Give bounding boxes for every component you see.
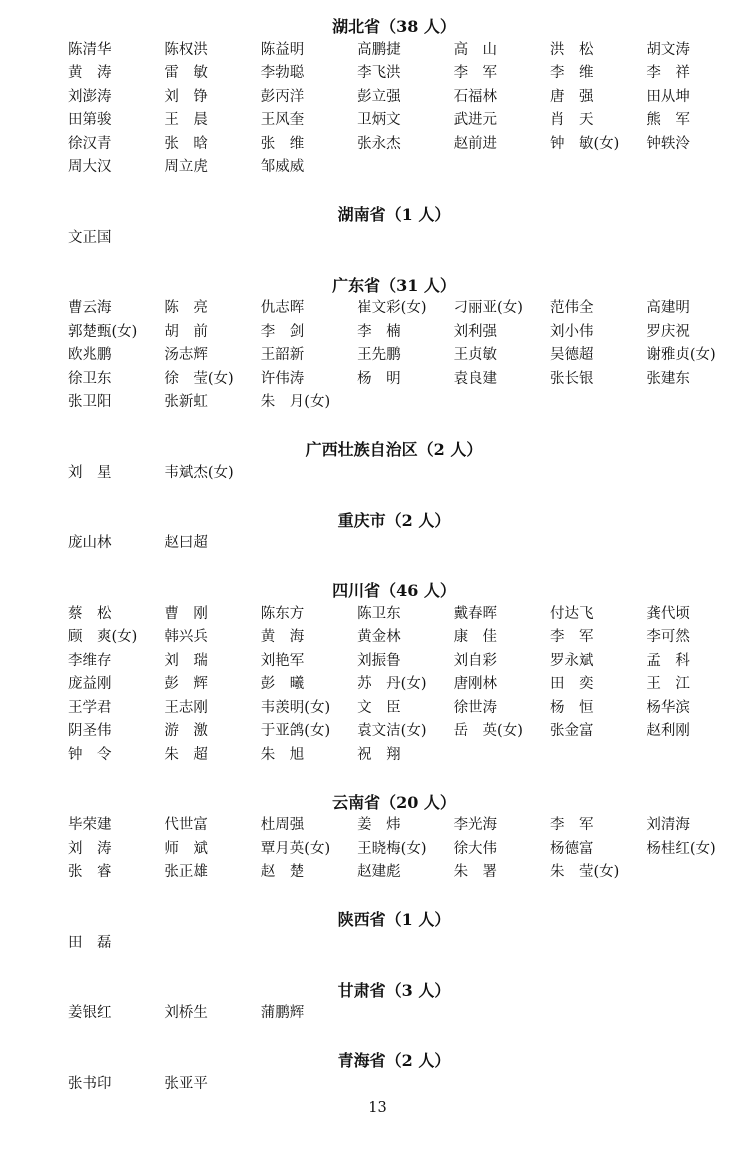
province-section bbox=[68, 791, 720, 909]
member-name: 张长银 bbox=[549, 370, 594, 387]
member-name: 王贞敏 bbox=[453, 347, 498, 363]
member-name: 李维存 bbox=[68, 652, 112, 669]
member-name: 李 楠 bbox=[357, 323, 401, 340]
member-name: 杜周强 bbox=[260, 817, 305, 833]
name-row bbox=[68, 39, 720, 63]
member-name: 田从坤 bbox=[646, 88, 690, 105]
member-name: 付达飞 bbox=[549, 605, 594, 622]
member-name: 王先鹏 bbox=[357, 347, 401, 363]
member-name: 罗永斌 bbox=[549, 652, 594, 669]
member-name: 彭立强 bbox=[357, 88, 401, 105]
member-name: 刘 铮 bbox=[164, 88, 208, 105]
member-name: 石福林 bbox=[453, 88, 498, 105]
member-name: 李 军 bbox=[549, 629, 594, 645]
member-name: 武进元 bbox=[453, 112, 498, 128]
member-name: 田第骏 bbox=[68, 112, 112, 128]
member-name: 张金富 bbox=[549, 723, 594, 739]
member-name: 李可然 bbox=[646, 629, 690, 645]
member-name: 顾 爽(女) bbox=[68, 629, 138, 645]
name-row bbox=[68, 109, 720, 133]
member-name: 韦斌杰(女) bbox=[164, 464, 234, 481]
section-spacer bbox=[68, 556, 720, 580]
member-name: 游 激 bbox=[164, 723, 208, 739]
member-name: 钟轶泠 bbox=[646, 135, 690, 152]
name-row bbox=[68, 532, 720, 556]
name-row bbox=[68, 1002, 720, 1026]
member-name: 胡文涛 bbox=[646, 41, 690, 58]
name-row bbox=[68, 462, 720, 486]
name-row bbox=[68, 321, 720, 345]
section-title: 四川省（46 人） bbox=[332, 581, 456, 600]
section-spacer bbox=[68, 485, 720, 509]
member-name: 袁文洁(女) bbox=[357, 723, 427, 739]
member-name: 康 佳 bbox=[453, 629, 498, 645]
member-name: 周大汉 bbox=[68, 159, 112, 175]
member-name: 彭 曦 bbox=[260, 676, 305, 692]
name-row bbox=[68, 838, 720, 862]
member-name: 刘清海 bbox=[646, 817, 690, 833]
section-title: 云南省（20 人） bbox=[332, 792, 456, 812]
section-title: 广西壮族自治区（2 人） bbox=[305, 440, 483, 459]
member-name: 王晓梅(女) bbox=[357, 840, 427, 857]
section-title: 湖南省（1 人） bbox=[337, 205, 451, 224]
province-section bbox=[68, 438, 720, 509]
member-name: 朱 旭 bbox=[260, 746, 305, 763]
member-name: 仇志晖 bbox=[260, 300, 305, 316]
name-row bbox=[68, 861, 720, 885]
province-section bbox=[68, 15, 720, 203]
name-row bbox=[68, 133, 720, 157]
member-name: 钟 令 bbox=[68, 746, 112, 763]
name-row bbox=[68, 673, 720, 697]
member-name: 陈益明 bbox=[260, 41, 305, 58]
member-name: 刘 涛 bbox=[68, 840, 112, 857]
member-name: 黄 涛 bbox=[68, 65, 112, 81]
member-name: 田 磊 bbox=[68, 934, 112, 951]
member-name: 张亚平 bbox=[164, 1075, 208, 1092]
member-name: 陈卫东 bbox=[357, 605, 401, 622]
member-name: 崔文彩(女) bbox=[357, 300, 427, 316]
member-name: 王 江 bbox=[646, 676, 690, 692]
province-section bbox=[68, 274, 720, 439]
member-name: 代世富 bbox=[164, 817, 208, 833]
section-spacer bbox=[68, 955, 720, 979]
member-name: 赵曰超 bbox=[164, 535, 208, 551]
member-name: 徐汉青 bbox=[68, 135, 112, 152]
member-name: 陈东方 bbox=[260, 605, 305, 622]
member-name: 唐 强 bbox=[549, 88, 594, 105]
member-name: 周立虎 bbox=[164, 159, 208, 175]
member-name: 李 祥 bbox=[646, 65, 690, 81]
member-name: 张卫阳 bbox=[68, 394, 112, 410]
name-row bbox=[68, 344, 720, 368]
member-name: 王志刚 bbox=[164, 699, 208, 716]
name-row bbox=[68, 603, 720, 627]
member-name: 胡 前 bbox=[164, 323, 208, 340]
member-name: 陈权洪 bbox=[164, 41, 208, 58]
name-row bbox=[68, 650, 720, 674]
province-section bbox=[68, 579, 720, 791]
member-name: 吴德超 bbox=[549, 347, 594, 363]
member-name: 庞山林 bbox=[68, 535, 112, 551]
section-title: 湖北省（38 人） bbox=[332, 17, 456, 36]
member-name: 韦羡明(女) bbox=[260, 699, 331, 716]
section-spacer bbox=[68, 1026, 720, 1050]
member-name: 毕荣建 bbox=[68, 817, 112, 833]
member-name: 张永杰 bbox=[357, 135, 401, 152]
member-name: 杨桂红(女) bbox=[646, 840, 716, 857]
member-name: 熊 军 bbox=[646, 112, 690, 128]
member-name: 洪 松 bbox=[549, 41, 594, 58]
member-name: 徐卫东 bbox=[68, 370, 112, 387]
member-name: 李 剑 bbox=[260, 323, 305, 340]
member-name: 王 晨 bbox=[164, 112, 208, 128]
member-name: 祝 翔 bbox=[357, 746, 401, 763]
province-section bbox=[68, 979, 720, 1050]
member-name: 李勃聪 bbox=[260, 65, 305, 81]
name-row bbox=[68, 156, 720, 180]
member-name: 孟 科 bbox=[646, 652, 690, 669]
name-row bbox=[68, 391, 720, 415]
section-title: 青海省（2 人） bbox=[337, 1051, 451, 1070]
member-name: 张书印 bbox=[68, 1075, 112, 1092]
section-spacer bbox=[68, 415, 720, 439]
page-number: 13 bbox=[368, 1100, 387, 1116]
province-section bbox=[68, 203, 720, 274]
member-name: 徐世涛 bbox=[453, 699, 498, 716]
member-name: 刁丽亚(女) bbox=[453, 300, 523, 316]
member-name: 杨 恒 bbox=[549, 699, 594, 716]
member-name: 肖 天 bbox=[549, 112, 594, 128]
name-row bbox=[68, 720, 720, 744]
member-name: 黄 海 bbox=[260, 629, 305, 645]
member-name: 邹威威 bbox=[260, 159, 305, 175]
member-name: 张建东 bbox=[646, 370, 690, 387]
member-name: 王风奎 bbox=[260, 112, 305, 128]
member-name: 刘自彩 bbox=[453, 652, 498, 669]
member-name: 文 臣 bbox=[357, 699, 401, 716]
member-name: 师 斌 bbox=[164, 840, 208, 857]
member-name: 蔡 松 bbox=[68, 605, 112, 622]
member-name: 唐刚林 bbox=[453, 676, 498, 692]
member-name: 李 维 bbox=[549, 65, 594, 81]
member-name: 李 军 bbox=[453, 65, 498, 81]
member-name: 陈清华 bbox=[68, 41, 112, 58]
section-title: 重庆市（2 人） bbox=[337, 510, 451, 530]
member-name: 李飞洪 bbox=[357, 65, 401, 81]
member-name: 高 山 bbox=[453, 41, 498, 58]
member-name: 李光海 bbox=[453, 817, 498, 833]
member-name: 赵利刚 bbox=[646, 723, 690, 739]
name-row bbox=[68, 62, 720, 86]
member-name: 刘利强 bbox=[453, 323, 498, 340]
name-row bbox=[68, 814, 720, 838]
member-name: 姜 炜 bbox=[357, 817, 401, 833]
member-name: 姜银红 bbox=[68, 1005, 112, 1021]
member-name: 于亚鸽(女) bbox=[260, 723, 331, 739]
member-name: 蒲鹏辉 bbox=[260, 1005, 305, 1021]
member-name: 刘 星 bbox=[68, 464, 112, 481]
member-name: 卫炳文 bbox=[357, 112, 401, 128]
member-name: 张 维 bbox=[260, 135, 305, 152]
name-row bbox=[68, 697, 720, 721]
member-name: 钟 敏(女) bbox=[549, 135, 620, 152]
section-spacer bbox=[68, 767, 720, 791]
member-name: 张 晗 bbox=[164, 135, 208, 152]
member-name: 范伟全 bbox=[549, 300, 594, 316]
member-list-document bbox=[68, 15, 720, 1096]
member-name: 欧兆鹏 bbox=[68, 347, 112, 363]
member-name: 杨华滨 bbox=[646, 699, 690, 716]
member-name: 谢雅贞(女) bbox=[646, 347, 716, 363]
name-row bbox=[68, 626, 720, 650]
member-name: 刘小伟 bbox=[549, 323, 594, 340]
member-name: 杨德富 bbox=[549, 840, 594, 857]
name-row bbox=[68, 86, 720, 110]
member-name: 韩兴兵 bbox=[164, 629, 208, 645]
member-name: 赵建彪 bbox=[357, 864, 401, 880]
name-row bbox=[68, 1073, 720, 1097]
member-name: 刘振鲁 bbox=[357, 652, 401, 669]
name-row bbox=[68, 227, 720, 251]
section-title: 广东省（31 人） bbox=[332, 275, 456, 295]
member-name: 阴圣伟 bbox=[68, 723, 112, 739]
member-name: 陈 亮 bbox=[164, 300, 208, 316]
name-row bbox=[68, 368, 720, 392]
member-name: 王韶新 bbox=[260, 347, 305, 363]
province-section bbox=[68, 908, 720, 979]
name-row bbox=[68, 744, 720, 768]
member-name: 刘艳军 bbox=[260, 652, 305, 669]
member-name: 高鹏捷 bbox=[357, 41, 401, 58]
member-name: 戴春晖 bbox=[453, 605, 498, 622]
name-row bbox=[68, 297, 720, 321]
section-title: 甘肃省（3 人） bbox=[337, 980, 451, 1000]
member-name: 张正雄 bbox=[164, 864, 208, 880]
member-name: 曹 刚 bbox=[164, 605, 208, 622]
member-name: 许伟涛 bbox=[260, 370, 305, 387]
member-name: 彭丙洋 bbox=[260, 88, 305, 105]
section-title: 陕西省（1 人） bbox=[337, 910, 451, 929]
province-section bbox=[68, 509, 720, 580]
member-name: 曹云海 bbox=[68, 300, 112, 316]
member-name: 刘澎涛 bbox=[68, 88, 112, 105]
section-spacer bbox=[68, 250, 720, 274]
member-name: 张新虹 bbox=[164, 394, 208, 410]
member-name: 覃月英(女) bbox=[260, 840, 331, 857]
member-name: 李 军 bbox=[549, 817, 594, 833]
member-name: 罗庆祝 bbox=[646, 323, 690, 340]
name-row bbox=[68, 932, 720, 956]
member-name: 徐大伟 bbox=[453, 840, 498, 857]
member-name: 袁良建 bbox=[453, 370, 498, 387]
member-name: 文正国 bbox=[68, 229, 112, 246]
section-spacer bbox=[68, 885, 720, 909]
member-name: 郭楚甄(女) bbox=[68, 323, 138, 340]
member-name: 苏 丹(女) bbox=[357, 676, 427, 692]
member-name: 朱 月(女) bbox=[260, 394, 331, 410]
member-name: 朱 超 bbox=[164, 746, 208, 763]
member-name: 田 奕 bbox=[549, 676, 594, 692]
member-name: 黄金林 bbox=[357, 629, 401, 645]
member-name: 赵前进 bbox=[453, 135, 498, 152]
member-name: 刘 瑞 bbox=[164, 652, 208, 669]
province-section bbox=[68, 1049, 720, 1096]
member-name: 赵 楚 bbox=[260, 864, 305, 880]
member-name: 龚代顷 bbox=[646, 605, 690, 622]
member-name: 高建明 bbox=[646, 300, 690, 316]
member-name: 庞益刚 bbox=[68, 676, 112, 692]
member-name: 朱 署 bbox=[453, 864, 498, 880]
member-name: 刘桥生 bbox=[164, 1005, 208, 1021]
member-name: 朱 莹(女) bbox=[549, 864, 620, 880]
member-name: 徐 莹(女) bbox=[164, 370, 234, 387]
member-name: 汤志辉 bbox=[164, 347, 208, 363]
member-name: 雷 敏 bbox=[164, 65, 208, 81]
member-name: 王学君 bbox=[68, 699, 112, 716]
member-name: 杨 明 bbox=[357, 370, 401, 387]
member-name: 彭 辉 bbox=[164, 676, 208, 692]
section-spacer bbox=[68, 180, 720, 204]
member-name: 岳 英(女) bbox=[453, 723, 523, 739]
member-name: 张 睿 bbox=[68, 864, 112, 880]
